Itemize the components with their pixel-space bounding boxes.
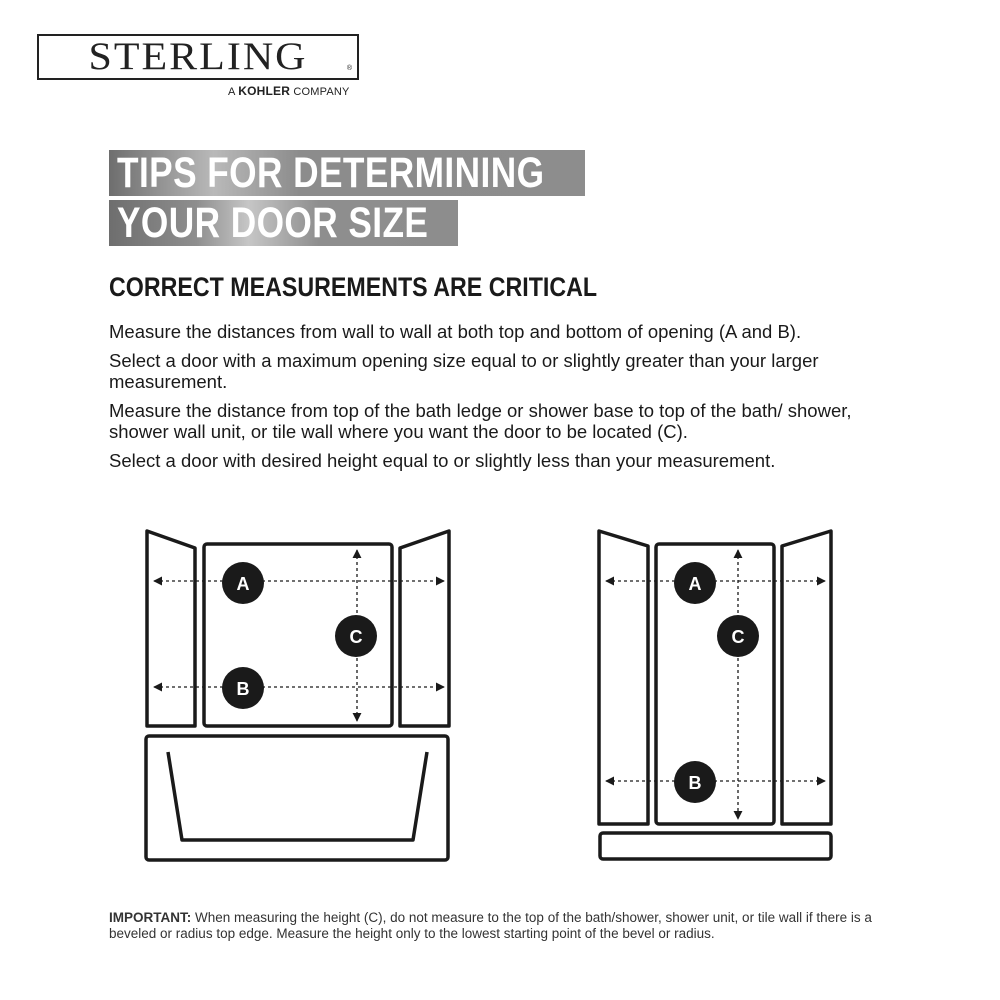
- shower-label-b: B: [688, 773, 702, 793]
- shower-marker-a: [674, 562, 716, 604]
- shower-base: [600, 833, 831, 859]
- bath-left-wall-panel: [147, 531, 195, 726]
- shower-marker-c: [717, 615, 759, 657]
- logo-wordmark: STERLING: [88, 35, 308, 79]
- heading-line1: TIPS FOR DETERMINING: [117, 149, 545, 197]
- shower-marker-b: [674, 761, 716, 803]
- tagline-suffix: COMPANY: [293, 86, 350, 98]
- tip-measure-height: Measure the distance from top of the bath ledge or shower base to top of the bath/ shower, shower wall unit, or tile wall where you want the door to be located (C).: [109, 400, 852, 442]
- tagline-brand: KOHLER: [238, 84, 291, 98]
- shower-label-a: A: [688, 574, 702, 594]
- bath-right-wall-panel: [400, 531, 449, 726]
- subheading-text: CORRECT MEASUREMENTS ARE CRITICAL: [109, 272, 598, 302]
- bath-tub-inner: [168, 752, 427, 840]
- bath-label-a: A: [236, 574, 250, 594]
- tip-select-height: Select a door with desired height equal to or slightly less than your measurement.: [109, 450, 776, 471]
- bath-label-b: B: [236, 679, 250, 699]
- shower-right-wall-panel: [782, 531, 831, 824]
- registered-mark: ®: [346, 65, 352, 72]
- bath-marker-b: [222, 667, 264, 709]
- shower-label-c: C: [731, 627, 745, 647]
- heading-line2: YOUR DOOR SIZE: [117, 199, 429, 247]
- bath-label-c: C: [349, 627, 363, 647]
- tagline-prefix: A: [228, 86, 235, 98]
- tip-select-width: Select a door with a maximum opening size equal to or slightly greater than your larger measurement.: [109, 350, 819, 392]
- important-text: When measuring the height (C), do not measure to the top of the bath/shower, shower unit, or tile wall if there is a beveled or radius top edge. Measure the height only to the lowest starting point of the bevel or radius.: [109, 910, 872, 941]
- tip-measure-width: Measure the distances from wall to wall at both top and bottom of opening (A and B).: [109, 321, 802, 342]
- important-note: [109, 910, 909, 942]
- bath-marker-a: [222, 562, 264, 604]
- important-label: IMPORTANT:: [109, 910, 192, 925]
- bath-marker-c: [335, 615, 377, 657]
- shower-left-wall-panel: [599, 531, 648, 824]
